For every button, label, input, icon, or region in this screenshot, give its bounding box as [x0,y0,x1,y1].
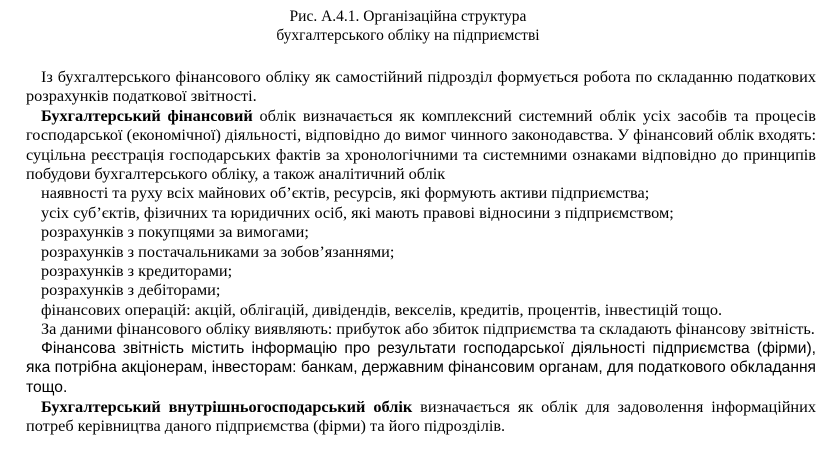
paragraph-5 [26,397,816,436]
paragraph-3: За даними фінансового обліку виявляють: прибуток або збиток підприємства та складають фінансову звітність. [41,319,815,339]
caption-line-1: Рис. А.4.1. Організаційна структура [289,8,527,25]
paragraph-1: Із бухгалтерського фінансового обліку як самостійний підрозділ формується робота по складанню податкових розрахунків податкової звітності. [26,67,816,106]
list-item: розрахунків з постачальниками за зобов’язаннями; [41,241,395,261]
paragraph-2-text: облік визначається як комплексний системний облік усіх засобів та процесів господарської (економічної) діяльності, відповідно до вимог чинного законодавства. У фінансовий облік входять: суцільна реєстрація господарських фактів за хронологічними та системними ознаками відповідно до принципів побудови бухгалтерського обліку, а також аналітичний облік [26,105,816,184]
list-item: фінансових операцій: акцій, облігацій, дивідендів, векселів, кредитів, процентів, інвестицій тощо. [41,299,723,319]
paragraph-5-bold-term: Бухгалтерський внутрішньогосподарський облік [41,396,413,416]
list-item: усіх суб’єктів, фізичних та юридичних осіб, які мають правові відносини з підприємством; [41,202,674,222]
paragraph-4: Фінансова звітність містить інформацію про результати господарської діяльності підприємства (фірми), яка потрібна акціонерам, інвесторам: банкам, державним фінансовим органам, для податкового обкладання тощо. [26,339,816,396]
list-item: розрахунків з покупцями за вимогами; [41,222,309,242]
list-item: наявності та руху всіх майнових об’єктів, ресурсів, які формують активи підприємства; [41,183,650,203]
analytic-accounting-list [26,183,816,319]
paragraph-5-text: визначається як облік для задоволення інформаційних потреб керівництва даного підприємства (фірми) та його підрозділів. [26,396,816,436]
figure-caption [0,7,816,45]
paragraph-2 [26,106,816,184]
caption-line-2: бухгалтерського обліку на підприємстві [276,27,540,44]
paragraph-2-bold-term: Бухгалтерський фінансовий [41,105,253,125]
list-item: розрахунків з дебіторами; [41,280,221,300]
body-text [26,67,816,436]
list-item: розрахунків з кредиторами; [41,261,233,281]
